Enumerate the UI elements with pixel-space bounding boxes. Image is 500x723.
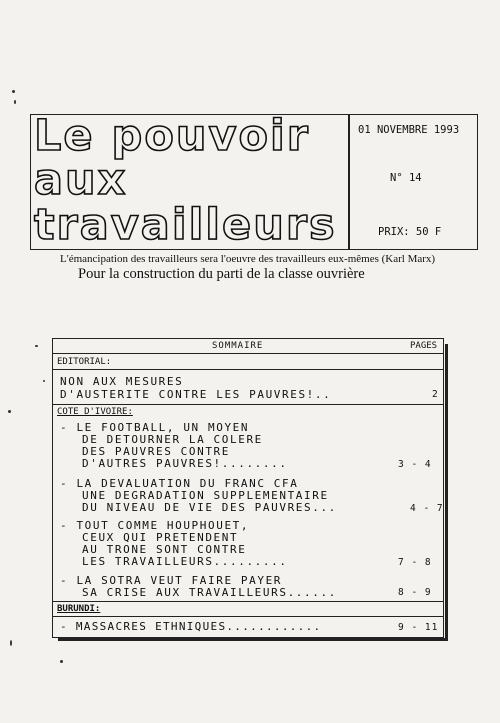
toc-line: D'AUSTERITE CONTRE LES PAUVRES!.. xyxy=(60,388,332,401)
toc-line: - LE FOOTBALL, UN MOYEN xyxy=(60,421,250,434)
issue-price: PRIX: 50 F xyxy=(378,226,442,238)
marx-quote: L'émancipation des travailleurs sera l'oeuvre des travailleurs eux-mêmes (Karl Marx) xyxy=(60,253,436,265)
toc-line: - LA DEVALUATION DU FRANC CFA xyxy=(60,477,299,490)
toc-pages: 4 - 7 xyxy=(410,503,444,514)
issue-date: 01 NOVEMBRE 1993 xyxy=(358,124,460,136)
section-burundi: BURUNDI: xyxy=(57,604,101,614)
toc-pages: 8 - 9 xyxy=(398,587,432,598)
toc-line: LES TRAVAILLEURS......... xyxy=(82,555,288,568)
sommaire-shadow-bottom xyxy=(58,638,448,641)
toc-pages: 2 xyxy=(432,389,439,400)
toc-line: NON AUX MESURES xyxy=(60,375,184,388)
toc-line: - MASSACRES ETHNIQUES............ xyxy=(60,620,322,633)
toc-line: DU NIVEAU DE VIE DES PAUVRES... xyxy=(82,501,337,514)
editorial-rule xyxy=(52,369,444,370)
title-line-1: Le pouvoir xyxy=(34,111,310,161)
title-line-2: aux xyxy=(34,155,128,205)
toc-line: DES PAUVRES CONTRE xyxy=(82,445,231,458)
title-line-3: travailleurs xyxy=(34,200,337,250)
section-cote-divoire: COTE D'IVOIRE: xyxy=(57,407,133,417)
toc-line: DE DETOURNER LA COLERE xyxy=(82,433,263,446)
toc-line: SA CRISE AUX TRAVAILLEURS...... xyxy=(82,586,337,599)
scan-speck xyxy=(10,640,12,646)
scan-speck xyxy=(43,380,45,382)
toc-line: UNE DEGRADATION SUPPLEMENTAIRE xyxy=(82,489,329,502)
scan-speck xyxy=(8,410,11,413)
toc-pages: 7 - 8 xyxy=(398,557,432,568)
toc-line: D'AUTRES PAUVRES!........ xyxy=(82,457,288,470)
burundi-rule xyxy=(52,616,444,617)
scan-speck xyxy=(35,345,38,347)
section-rule xyxy=(52,601,444,602)
section-editorial: EDITORIAL: xyxy=(57,357,112,367)
toc-line: AU TRONE SONT CONTRE xyxy=(82,543,247,556)
issue-number: N° 14 xyxy=(390,172,422,184)
header-rule xyxy=(52,353,444,354)
subtitle: Pour la construction du parti de la classe ouvrière xyxy=(78,266,365,282)
toc-line: - LA SOTRA VEUT FAIRE PAYER xyxy=(60,574,283,587)
toc-pages: 9 - 11 xyxy=(398,622,439,633)
scan-speck xyxy=(60,660,63,663)
pages-label: PAGES xyxy=(410,341,438,351)
sommaire-shadow-right xyxy=(445,344,448,640)
masthead-divider xyxy=(348,114,350,250)
sommaire-heading: SOMMAIRE xyxy=(212,341,264,351)
toc-pages: 3 - 4 xyxy=(398,459,432,470)
scan-speck xyxy=(12,90,15,93)
toc-line: - TOUT COMME HOUPHOUET, xyxy=(60,519,250,532)
scan-speck xyxy=(14,100,16,104)
section-rule xyxy=(52,404,444,405)
toc-line: CEUX QUI PRETENDENT xyxy=(82,531,239,544)
